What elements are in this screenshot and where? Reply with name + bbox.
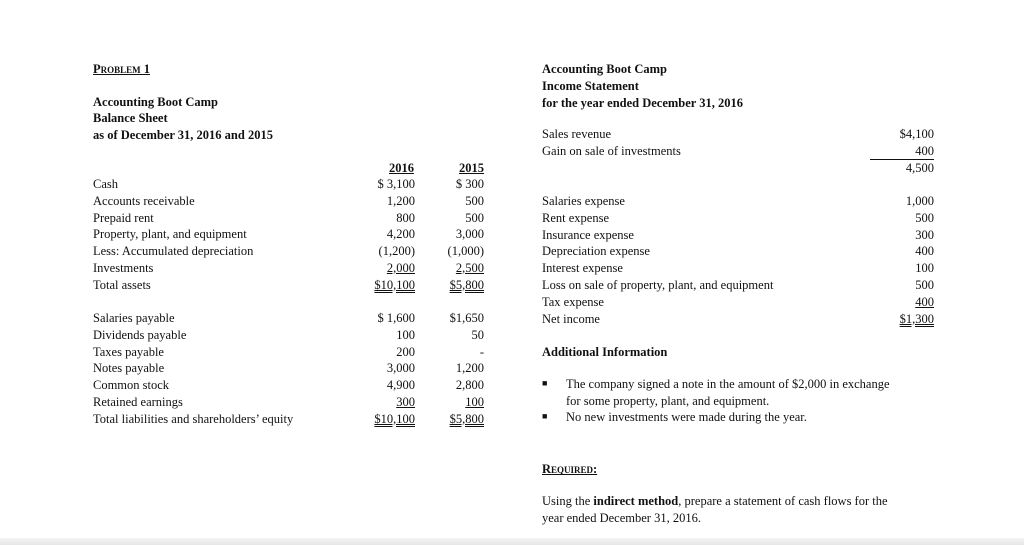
expense-label: Insurance expense	[542, 227, 634, 242]
asset-value-2016: $ 3,100	[377, 177, 415, 191]
liability-value-2016: 200	[396, 344, 415, 359]
additional-info-heading: Additional Information	[542, 345, 668, 359]
asset-label: Cash	[93, 177, 118, 191]
liability-label: Salaries payable	[93, 311, 175, 325]
revenue-label: Sales revenue	[542, 127, 612, 141]
required-heading: Required:	[542, 462, 598, 476]
liability-value-2016: $10,100	[374, 411, 415, 426]
revenue-rule	[870, 159, 934, 160]
year-header-2015: 2015	[459, 161, 484, 175]
required-line1-bold: indirect method	[593, 494, 679, 508]
asset-label: Investments	[93, 260, 154, 275]
expense-amount: 100	[915, 261, 934, 276]
revenue-amounts	[870, 126, 934, 176]
net-income-label: Net income	[542, 311, 600, 326]
liability-label: Retained earnings	[93, 394, 183, 409]
liability-label: Total liabilities and shareholders’ equity	[93, 411, 294, 426]
asset-value-2015: $5,800	[449, 277, 484, 292]
expense-amount: 500	[915, 210, 934, 225]
asset-label: Property, plant, and equipment	[93, 227, 247, 242]
revenue-total: 4,500	[905, 160, 934, 175]
liability-value-2016: 300	[396, 394, 415, 409]
asset-value-2016: 800	[396, 210, 415, 225]
expense-amount: 1,000	[905, 194, 934, 208]
expense-label: Loss on sale of property, plant, and equipment	[542, 277, 774, 292]
asset-label: Prepaid rent	[93, 210, 154, 225]
additional-info-bullet2: No new investments were made during the year.	[566, 410, 807, 424]
asset-value-2016: (1,200)	[378, 244, 415, 259]
liability-value-2015: -	[479, 344, 484, 359]
bullet-icon: ■	[542, 378, 548, 388]
asset-value-2015: $ 300	[455, 177, 484, 191]
asset-value-2015: (1,000)	[447, 244, 484, 259]
expense-amounts	[870, 193, 934, 327]
revenue-labels	[542, 126, 681, 160]
expense-label: Salaries expense	[542, 194, 625, 208]
expense-amount: 400	[915, 244, 934, 259]
liabilities-2015	[420, 310, 484, 428]
is-title: Income Statement	[542, 79, 639, 93]
liability-label: Notes payable	[93, 361, 165, 376]
liability-value-2015: 1,200	[455, 361, 484, 376]
bullet-icon: ■	[542, 411, 548, 421]
revenue-amount: 400	[915, 143, 934, 158]
liability-value-2015: 100	[465, 394, 484, 409]
liability-value-2015: 2,800	[455, 378, 484, 393]
expense-amount: 400	[915, 294, 934, 309]
bs-company: Accounting Boot Camp	[93, 95, 219, 109]
liability-value-2016: 100	[396, 327, 415, 342]
liability-value-2015: $5,800	[449, 411, 484, 426]
asset-value-2015: 2,500	[455, 260, 484, 275]
liability-label: Common stock	[93, 378, 170, 393]
is-period: for the year ended December 31, 2016	[542, 96, 744, 110]
revenue-amount: $4,100	[899, 127, 934, 141]
asset-label: Total assets	[93, 277, 151, 292]
asset-value-2016: 1,200	[386, 193, 415, 208]
asset-value-2015: 3,000	[455, 227, 484, 242]
liability-value-2016: $ 1,600	[377, 311, 415, 325]
additional-info-bullet1-line2: for some property, plant, and equipment.	[566, 394, 770, 408]
expense-label: Interest expense	[542, 261, 623, 276]
liability-value-2015: 50	[471, 327, 484, 342]
liability-value-2016: 4,900	[386, 378, 415, 393]
liabilities-2016	[340, 310, 415, 428]
liabilities-labels	[93, 310, 293, 428]
liability-value-2015: $1,650	[449, 311, 484, 325]
bs-period: as of December 31, 2016 and 2015	[93, 128, 273, 142]
asset-value-2015: 500	[465, 210, 484, 225]
page-bottom-edge	[0, 538, 1024, 545]
assets-2015	[420, 176, 484, 294]
required-line2: year ended December 31, 2016.	[542, 511, 701, 525]
is-company: Accounting Boot Camp	[542, 62, 668, 76]
expense-amount: 300	[915, 227, 934, 242]
expense-label: Rent expense	[542, 210, 609, 225]
required-line1-pre: Using the	[542, 494, 594, 508]
problem-title: Problem 1	[93, 62, 151, 76]
net-income-amount: $1,300	[899, 311, 934, 326]
expense-label: Tax expense	[542, 294, 604, 309]
required-line1	[542, 493, 888, 509]
assets-labels	[93, 176, 253, 294]
asset-value-2015: 500	[465, 193, 484, 208]
liability-value-2016: 3,000	[386, 361, 415, 376]
asset-label: Less: Accumulated depreciation	[93, 244, 254, 259]
bs-title: Balance Sheet	[93, 111, 168, 125]
assets-2016	[340, 176, 415, 294]
liability-label: Dividends payable	[93, 327, 187, 342]
required-line1-post: , prepare a statement of cash flows for the	[678, 494, 888, 508]
additional-info-bullet1-line1: The company signed a note in the amount of $2,000 in exchange	[566, 377, 890, 391]
expense-labels	[542, 193, 773, 327]
liability-label: Taxes payable	[93, 344, 164, 359]
asset-value-2016: $10,100	[374, 277, 415, 292]
revenue-label: Gain on sale of investments	[542, 143, 681, 158]
asset-label: Accounts receivable	[93, 193, 195, 208]
asset-value-2016: 2,000	[386, 260, 415, 275]
expense-amount: 500	[915, 277, 934, 292]
asset-value-2016: 4,200	[386, 227, 415, 242]
year-header-2016: 2016	[389, 161, 414, 175]
expense-label: Depreciation expense	[542, 244, 650, 259]
